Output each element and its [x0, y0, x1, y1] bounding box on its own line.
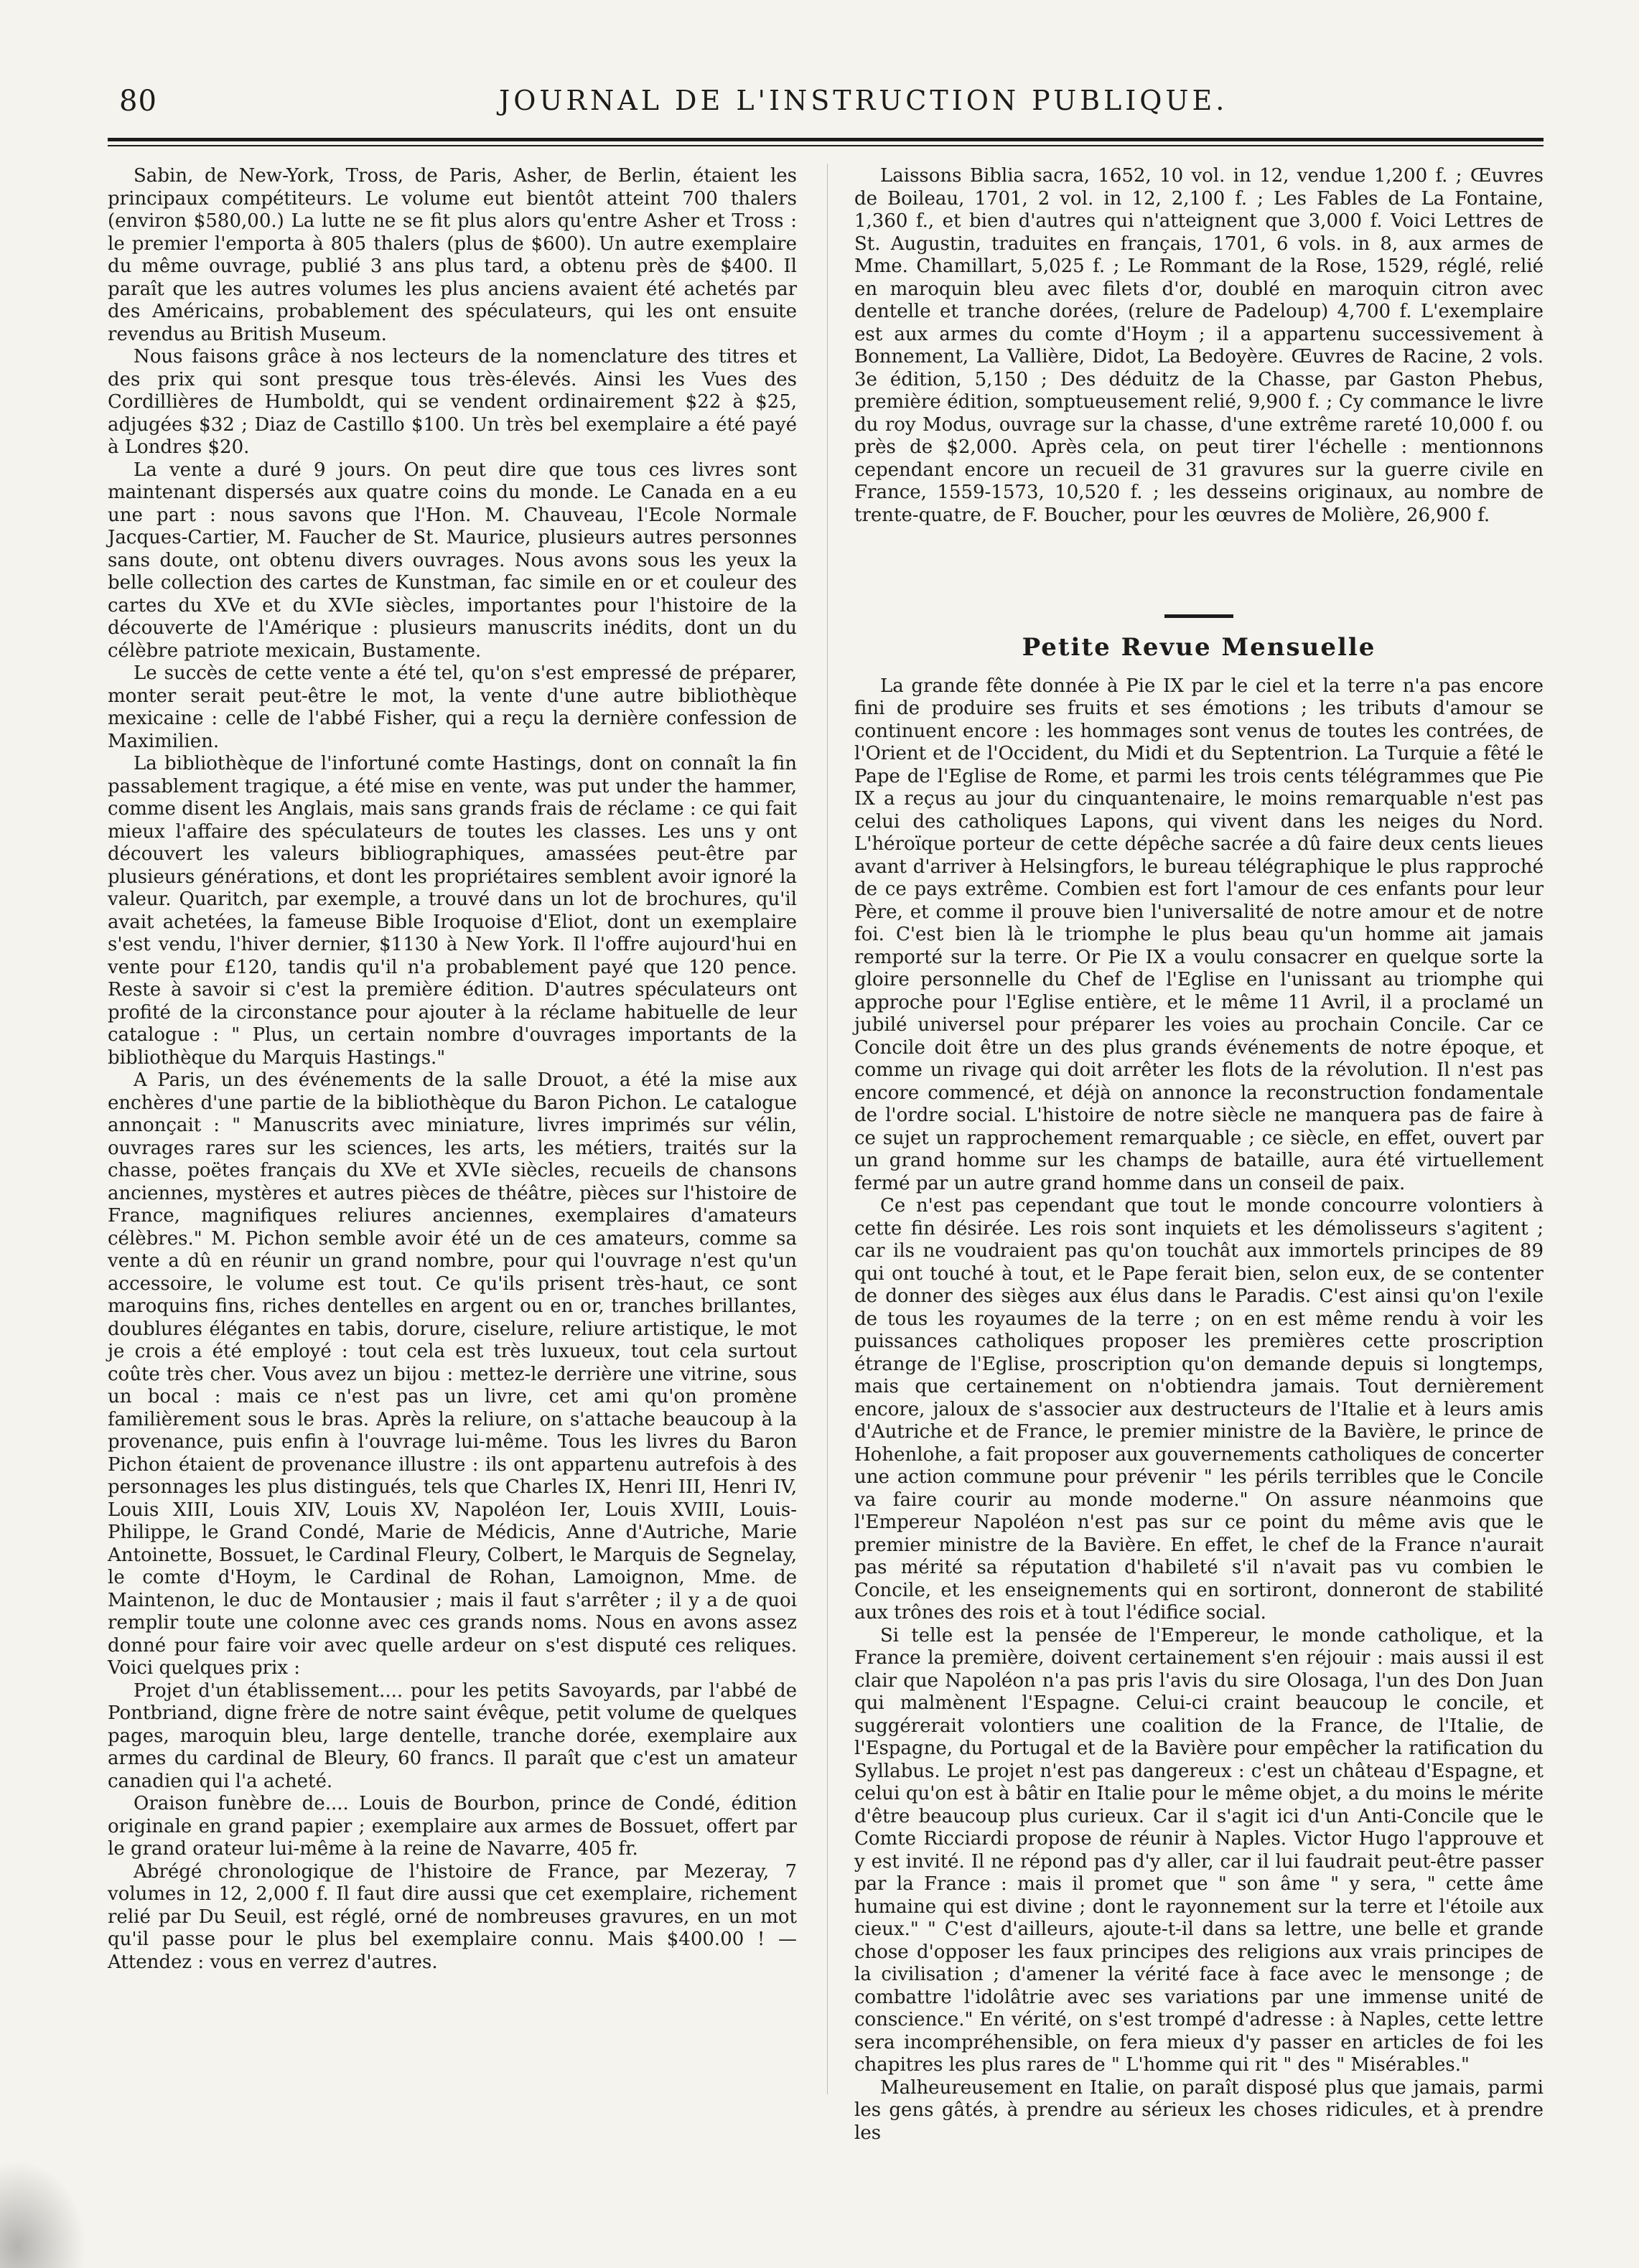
- header-rule-thin: [108, 145, 1544, 146]
- column-divider: [827, 164, 828, 2094]
- section-title: Petite Revue Mensuelle: [1022, 633, 1376, 662]
- section-divider: [1164, 614, 1233, 618]
- page-smudge: [0, 2160, 86, 2268]
- header-rule-thick: [108, 138, 1544, 141]
- paragraph: Sabin, de New-York, Tross, de Paris, Asher, de Berlin, étaient les principaux compétiteurs. Le volume eut bientôt atteint 700 thalers (environ $580,00.) La lutte ne se fit plus alors qu'entre Asher et Tross : le premier l'emporta à 805 thalers (plus de $600). Un autre exemplaire du même ouvrage, publié 3 ans plus tard, a obtenu près de $400. Il paraît que les autres volumes les plus anciens avaient été achetés par des Américains, probablement des spéculateurs, qui les ont ensuite revendus au British Museum.: [108, 165, 797, 345]
- paragraph: Ce n'est pas cependant que tout le monde concourre volontiers à cette fin désirée. Les rois sont inquiets et les démolisseurs s'agitent ; car ils ne voudraient pas qu'on touchât aux immortels principes de 89 qui ont touché à tout, et le Pape ferait bien, selon eux, de se contenter de donner des sièges aux élus dans le Paradis. C'est ainsi qu'on l'exile de tous les royaumes de la terre ; on en est même rendu à voir les puissances catholiques proposer les premières cette proscription étrange de l'Eglise, proscription qu'on demande depuis si longtemps, mais que certainement on n'obtiendra jamais. Tout dernièrement encore, jaloux de s'associer aux destructeurs de l'Italie et à leurs amis d'Autriche et de France, le premier ministre de la Bavière, le prince de Hohenlohe, a fait proposer aux gouvernements catholiques de concerter une action commune pour prévenir " les périls terribles que le Concile va faire courir au monde moderne." On assure néanmoins que l'Empereur Napoléon n'est pas sur ce point du même avis que le premier ministre de la Bavière. En effet, le chef de la France n'aurait pas mérité sa réputation d'habileté s'il n'avait pas vu combien le Concile, et les enseignements qui en sortiront, donneront de stabilité aux trônes des rois et à tout l'édifice social.: [854, 1195, 1544, 1623]
- paragraph: Abrégé chronologique de l'histoire de France, par Mezeray, 7 volumes in 12, 2,000 f. Il faut dire aussi que cet exemplaire, richement relié par Du Seuil, est réglé, orné de nombreuses gravures, en un mot qu'il passe pour le plus bel exemplaire connu. Mais $400.00 ! —Attendez : vous en verrez d'autres.: [108, 1860, 797, 1973]
- paragraph: La grande fête donnée à Pie IX par le ciel et la terre n'a pas encore fini de produire ses fruits et ses émotions ; les tributs d'amour se continuent encore : les hommages sont venus de toutes les contrées, de l'Orient et de l'Occident, du Midi et du Septentrion. La Turquie a fêté le Pape de l'Eglise de Rome, et parmi les trois cents télégrammes que Pie IX a reçus au jour du cinquantenaire, le moins remarquable n'est pas celui des catholiques Lapons, qui vivent dans les neiges du Nord. L'héroïque porteur de cette dépêche sacrée a dû faire deux cents lieues avant d'arriver à Helsingfors, le bureau télégraphique le plus rapproché de ce pays extrême. Combien est fort l'amour de ces enfants pour leur Père, et comme il prouve bien l'universalité de notre amour et de notre foi. C'est bien là le triomphe le plus beau qu'un homme ait jamais remporté sur la terre. Or Pie IX a voulu consacrer en quelque sorte la gloire personnelle du Chef de l'Eglise en l'unissant au triomphe qui approche pour l'Eglise entière, et le même 11 Avril, il a proclamé un jubilé universel pour préparer les voies au prochain Concile. Car ce Concile doit être un des plus grands événements de notre époque, et comme un rivage qui doit arrêter les flots de la révolution. Il n'est pas encore commencé, et déjà on annonce la reconstruction fondamentale de l'ordre social. L'histoire de notre siècle ne manquera pas de faire à ce sujet un rapprochement remarquable ; ce siècle, en effet, ouvert par un grand homme sur les champs de bataille, aura été virtuellement fermé par un autre grand homme dans un conseil de paix.: [854, 675, 1544, 1194]
- paragraph: Nous faisons grâce à nos lecteurs de la nomenclature des titres et des prix qui sont presque tous très-élevés. Ainsi les Vues des Cordillières de Humboldt, qui se vendent ordinairement $22 à $25, adjugées $32 ; Diaz de Castillo $100. Un très bel exemplaire a été payé à Londres $20.: [108, 346, 797, 458]
- paragraph: A Paris, un des événements de la salle Drouot, a été la mise aux enchères d'une partie de la bibliothèque du Baron Pichon. Le catalogue annonçait : " Manuscrits avec miniature, livres imprimés sur vélin, ouvrages rares sur les sciences, les arts, les métiers, traités sur la chasse, poëtes français du XVe et XVIe siècles, recueils de chansons anciennes, mystères et autres pièces de théâtre, pièces sur l'histoire de France, magnifiques reliures anciennes, exemplaires d'amateurs célèbres." M. Pichon semble avoir été un de ces amateurs, comme sa vente a dû en réunir un grand nombre, pour qui l'ouvrage n'est qu'un accessoire, le volume est tout. Ce qu'ils prisent très-haut, ce sont maroquins fins, riches dentelles en argent ou en or, tranches brillantes, doublures élégantes en tabis, dorure, ciselure, reliure artistique, le mot je crois a été employé : tout cela est très luxueux, tout cela surtout coûte très cher. Vous avez un bijou : mettez-le derrière une vitrine, sous un bocal : mais ce n'est pas un livre, cet ami qu'on promène familièrement sous le bras. Après la reliure, on s'attache beaucoup à la provenance, puis enfin à l'ouvrage lui-même. Tous les livres du Baron Pichon étaient de provenance illustre : ils ont appartenu autrefois à des personnages les plus distingués, tels que Charles IX, Henri III, Henri IV, Louis XIII, Louis XIV, Louis XV, Napoléon Ier, Louis XVIII, Louis-Philippe, le Grand Condé, Marie de Médicis, Anne d'Autriche, Marie Antoinette, Bossuet, le Cardinal Fleury, Colbert, le Marquis de Segnelay, le comte d'Hoym, le Cardinal de Rohan, Lamoignon, Mme. de Maintenon, le duc de Montausier ; mais il faut s'arrêter ; il y a de quoi remplir toute une colonne avec ces grands noms. Nous en avons assez donné pour faire voir avec quelle ardeur on s'est disputé ces reliques. Voici quelques prix :: [108, 1069, 797, 1679]
- page-header: [108, 80, 1544, 123]
- paragraph: Laissons Biblia sacra, 1652, 10 vol. in 12, vendue 1,200 f. ; Œuvres de Boileau, 1701, 2 vol. in 12, 2,100 f. ; Les Fables de La Fontaine, 1,360 f., et bien d'autres qui n'atteignent que 3,000 f. Voici Lettres de St. Augustin, traduites en français, 1701, 6 vols. in 8, aux armes de Mme. Chamillart, 5,025 f. ; Le Rommant de la Rose, 1529, réglé, relié en maroquin bleu avec filets d'or, doublé en maroquin citron avec dentelle et tranche dorées, (relure de Padeloup) 4,700 f. L'exemplaire est aux armes du comte d'Hoym ; il a appartenu successivement à Bonnement, La Vallière, Didot, La Bedoyère. Œuvres de Racine, 2 vols. 3e édition, 5,150 ; Des déduitz de la Chasse, par Gaston Phebus, première édition, somptueusement relié, 9,900 f. ; Cy commance le livre du roy Modus, ouvrage sur la chasse, d'une extrême rareté 10,000 f. ou près de $2,000. Après cela, on peut tirer l'échelle : mentionnons cependant encore un recueil de 31 gravures sur la guerre civile en France, 1559-1573, 10,520 f. ; les desseins originaux, au nombre de trente-quatre, de F. Boucher, pour les œuvres de Molière, 26,900 f.: [854, 165, 1544, 526]
- paragraph: La vente a duré 9 jours. On peut dire que tous ces livres sont maintenant dispersés aux quatre coins du monde. Le Canada en a eu une part : nous savons que l'Hon. M. Chauveau, l'Ecole Normale Jacques-Cartier, M. Faucher de St. Maurice, plusieurs autres personnes sans doute, ont obtenu divers ouvrages. Nous avons sous les yeux la belle collection des cartes de Kunstman, fac simile en or et couleur des cartes du XVe et du XVIe siècles, importantes pour l'histoire de la découverte de l'Amérique : plusieurs manuscrits inédits, dont un du célèbre patriote mexicain, Bustamente.: [108, 459, 797, 662]
- right-column: [854, 165, 1544, 2145]
- paragraph: Projet d'un établissement.... pour les petits Savoyards, par l'abbé de Pontbriand, digne frère de notre saint évêque, petit volume de quelques pages, maroquin bleu, large dentelle, tranche dorée, exemplaire aux armes du cardinal de Bleury, 60 francs. Il paraît que c'est un amateur canadien qui l'a acheté.: [108, 1679, 797, 1792]
- journal-title: JOURNAL DE L'INSTRUCTION PUBLIQUE.: [499, 85, 1228, 116]
- paragraph: Oraison funèbre de.... Louis de Bourbon, prince de Condé, édition originale en grand papier ; exemplaire aux armes de Bossuet, offert par le grand orateur lui-même à la reine de Navarre, 405 fr.: [108, 1793, 797, 1860]
- paragraph: La bibliothèque de l'infortuné comte Hastings, dont on connaît la fin passablement tragique, a été mise en vente, was put under the hammer, comme disent les Anglais, mais sans grands frais de réclame : ce qui fait mieux l'affaire des spéculateurs de toutes les classes. Les uns y ont découvert les valeurs bibliographiques, amassées peut-être par plusieurs générations, et dont les propriétaires semblent avoir ignoré la valeur. Quaritch, par exemple, a trouvé dans un lot de brochures, qu'il avait achetées, la fameuse Bible Iroquoise d'Eliot, dont un exemplaire s'est vendu, l'hiver dernier, $1130 à New York. Il l'offre aujourd'hui en vente pour £120, tandis qu'il n'a probablement payé que 120 pence. Reste à savoir si c'est la première édition. D'autres spéculateurs ont profité de la circonstance pour ajouter à la réclame habituelle de leur catalogue : " Plus, un certain nombre d'ouvrages importants de la bibliothèque du Marquis Hastings.": [108, 753, 798, 1069]
- paragraph: Malheureusement en Italie, on paraît disposé plus que jamais, parmi les gens gâtés, à prendre au sérieux les choses ridicules, et à prendre les: [854, 2076, 1544, 2144]
- paragraph: Le succès de cette vente a été tel, qu'on s'est empressé de préparer, monter serait peut-être le mot, la vente d'une autre bibliothèque mexicaine : celle de l'abbé Fisher, qui a reçu la dernière confession de Maximilien.: [108, 662, 797, 752]
- page-number: 80: [119, 85, 157, 118]
- left-column: [108, 165, 797, 1974]
- paragraph: Si telle est la pensée de l'Empereur, le monde catholique, et la France la première, doivent certainement s'en réjouir : mais aussi il est clair que Napoléon n'a pas pris l'avis du sire Olosaga, l'un des Don Juan qui malmènent l'Espagne. Celui-ci craint beaucoup le concile, et suggérerait volontiers une coalition de la France, de l'Italie, de l'Espagne, du Portugal et de la Bavière pour empêcher la ratification du Syllabus. Le projet n'est pas dangereux : c'est un château d'Espagne, et celui qu'on est à bâtir en Italie pour le même objet, a du moins le mérite d'être beaucoup plus curieux. Car il s'agit ici d'un Anti-Concile que le Comte Ricciardi propose de réunir à Naples. Victor Hugo l'approuve et y est invité. Il ne répond pas d'y aller, car il lui faudrait peut-être passer par la France : mais il promet que " son âme " y sera, " cette âme humaine qui est divine ; dont le rayonnement sur la terre et l'étoile aux cieux." " C'est d'ailleurs, ajoute-t-il dans sa lettre, une belle et grande chose d'opposer les faux principes des religions aux vrais principes de la civilisation ; d'amener la vérité face à face avec le mensonge ; de combattre l'idolâtrie avec ses variations par une immense unité de conscience." En vérité, on s'est trompé d'adresse : à Naples, cette lettre sera incompréhensible, on fera mieux d'y passer en articles de foi les chapitres les plus rares de " L'homme qui rit " des " Misérables.": [854, 1624, 1544, 2076]
